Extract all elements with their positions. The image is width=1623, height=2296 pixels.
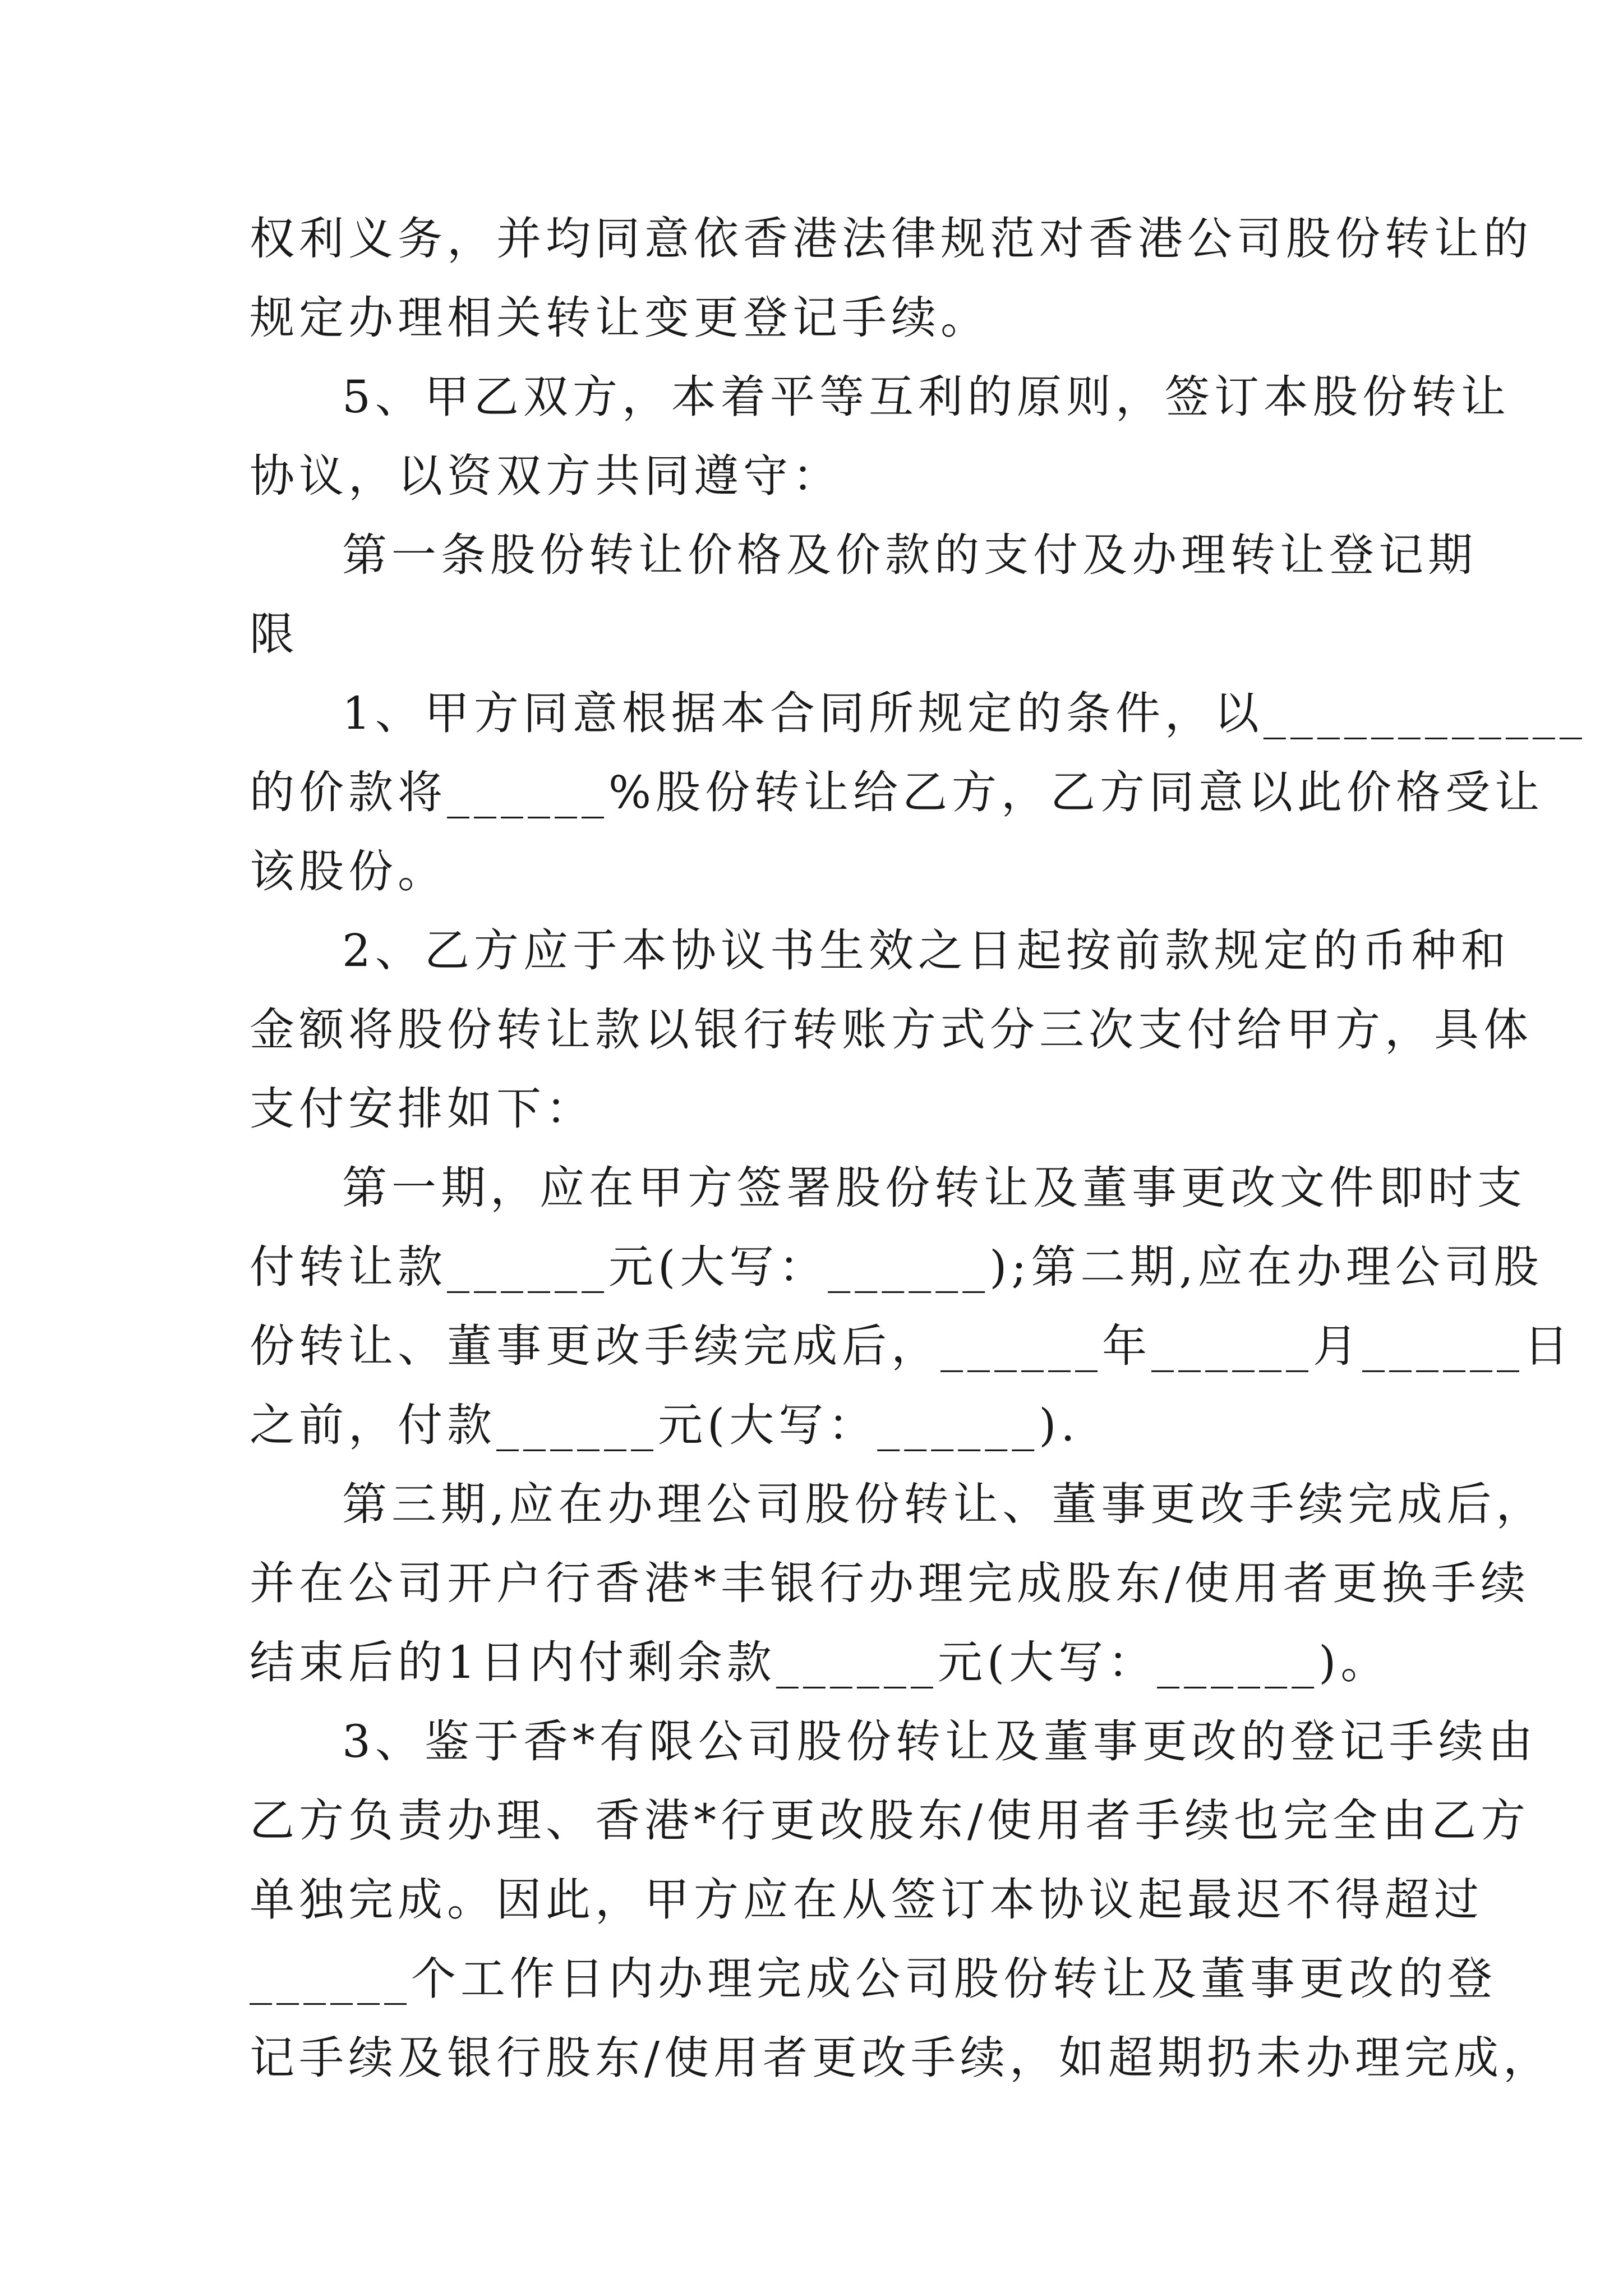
text-line: 2、乙方应于本协议书生效之日起按前款规定的币种和 bbox=[342, 924, 1510, 977]
text-line: 并在公司开户行香港*丰银行办理完成股东/使用者更换手续 bbox=[250, 1557, 1530, 1609]
text-line: 的价款将______%股份转让给乙方，乙方同意以此价格受让 bbox=[250, 766, 1544, 818]
text-line: 金额将股份转让款以银行转账方式分三次支付给甲方，具体 bbox=[250, 1004, 1533, 1056]
text-line: 该股份。 bbox=[250, 845, 447, 898]
text-line: 记手续及银行股东/使用者更改手续，如超期扔未办理完成， bbox=[250, 2032, 1552, 2084]
text-line: 乙方负责办理、香港*行更改股东/使用者手续也完全由乙方 bbox=[250, 1795, 1530, 1847]
text-line: 1、甲方同意根据本合同所规定的条件，以____________ bbox=[342, 687, 1587, 739]
text-line: 第三期,应在办理公司股份转让、董事更改手续完成后， bbox=[342, 1478, 1546, 1530]
text-line: 权利义务，并均同意依香港法律规范对香港公司股份转让的 bbox=[250, 213, 1533, 265]
document-body bbox=[250, 199, 1587, 2097]
text-line: 结束后的1日内付剩余款______元(大写：______)。 bbox=[250, 1636, 1390, 1688]
text-line: 5、甲乙双方，本着平等互利的原则，签订本股份转让 bbox=[342, 371, 1510, 423]
text-line: 付转让款______元(大写：______);第二期,应在办理公司股 bbox=[250, 1241, 1543, 1293]
text-line: 协议，以资双方共同遵守： bbox=[250, 450, 842, 502]
text-line: 第一期，应在甲方签署股份转让及董事更改文件即时支 bbox=[342, 1162, 1527, 1214]
text-line: 单独完成。因此，甲方应在从签订本协议起最迟不得超过 bbox=[250, 1874, 1483, 1926]
text-line: 3、鉴于香*有限公司股份转让及董事更改的登记手续由 bbox=[342, 1715, 1537, 1768]
text-line: 之前，付款______元(大写：______). bbox=[250, 1399, 1080, 1451]
text-line: 第一条股份转让价格及价款的支付及办理转让登记期 bbox=[342, 529, 1477, 581]
text-line: 份转让、董事更改手续完成后，______年______月______日 bbox=[250, 1320, 1573, 1372]
text-line: 限 bbox=[250, 608, 299, 660]
text-line: ______个工作日内办理完成公司股份转让及董事更改的登 bbox=[250, 1953, 1497, 2005]
text-line: 规定办理相关转让变更登记手续。 bbox=[250, 292, 990, 344]
text-line: 支付安排如下： bbox=[250, 1083, 595, 1135]
